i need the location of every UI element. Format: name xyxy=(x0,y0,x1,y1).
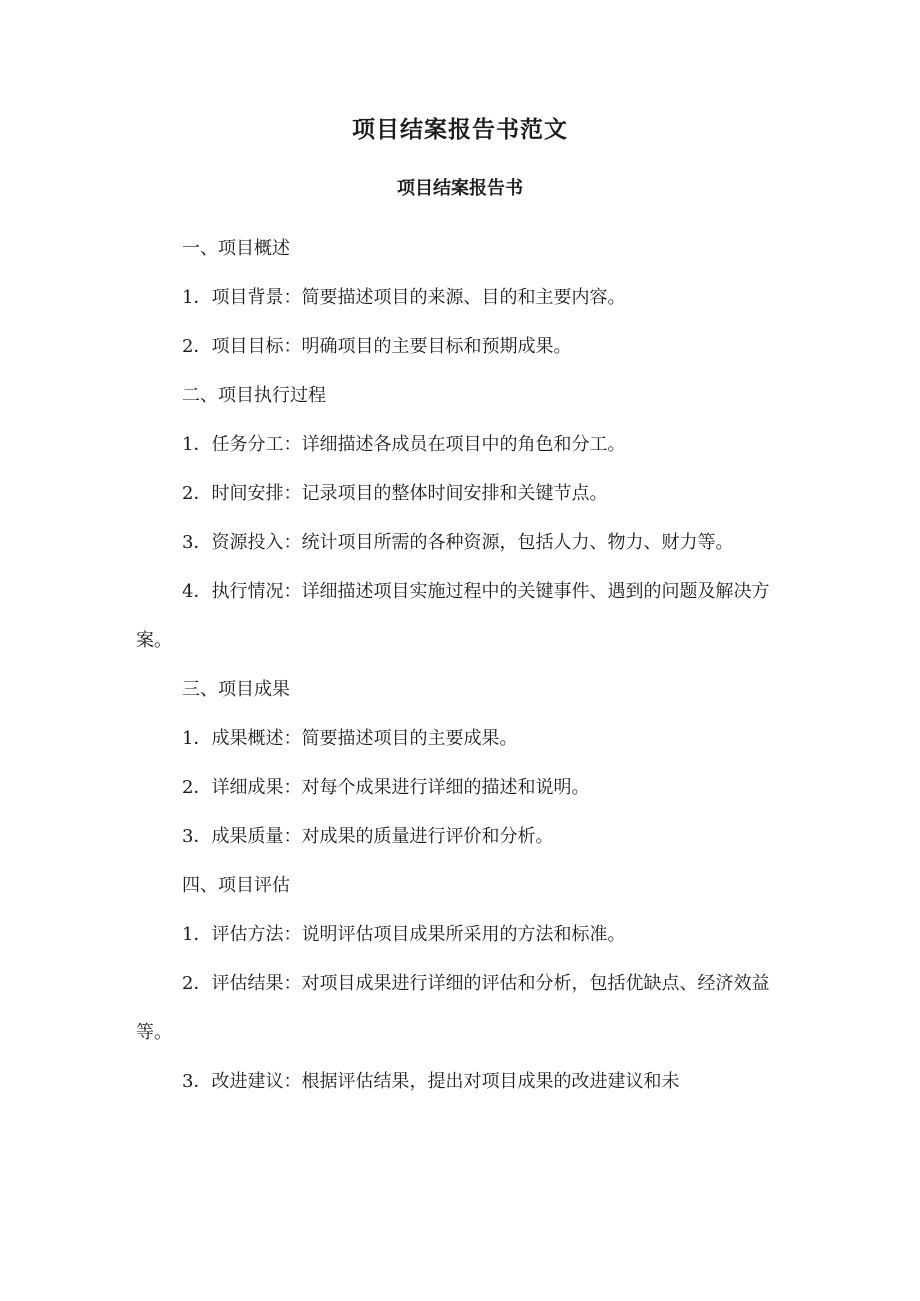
section-heading-execution: 二、项目执行过程 xyxy=(182,385,326,406)
paragraph-detailed-results: 2．详细成果：对每个成果进行详细的描述和说明。 xyxy=(182,777,590,798)
paragraph-project-goal: 2．项目目标：明确项目的主要目标和预期成果。 xyxy=(182,336,572,357)
section-heading-evaluation: 四、项目评估 xyxy=(182,875,290,896)
paragraph-evaluation-result: 2．评估结果：对项目成果进行详细的评估和分析，包括优缺点、经济效益等。 xyxy=(136,973,770,1043)
document-title: 项目结案报告书范文 xyxy=(352,116,568,143)
paragraph-improvement-suggestions: 3．改进建议：根据评估结果，提出对项目成果的改进建议和未 xyxy=(182,1071,680,1092)
section-heading-overview: 一、项目概述 xyxy=(182,238,290,259)
paragraph-task-division: 1．任务分工：详细描述各成员在项目中的角色和分工。 xyxy=(182,434,626,455)
section-heading-results: 三、项目成果 xyxy=(182,679,290,700)
paragraph-schedule: 2．时间安排：记录项目的整体时间安排和关键节点。 xyxy=(182,483,608,504)
document-subtitle: 项目结案报告书 xyxy=(397,178,523,199)
paragraph-execution-status: 4．执行情况：详细描述项目实施过程中的关键事件、遇到的问题及解决方案。 xyxy=(136,581,770,651)
paragraph-results-overview: 1．成果概述：简要描述项目的主要成果。 xyxy=(182,728,518,749)
paragraph-results-quality: 3．成果质量：对成果的质量进行评价和分析。 xyxy=(182,826,554,847)
document-body xyxy=(136,224,788,1106)
paragraph-evaluation-method: 1．评估方法：说明评估项目成果所采用的方法和标准。 xyxy=(182,924,626,945)
paragraph-resources: 3．资源投入：统计项目所需的各种资源，包括人力、物力、财力等。 xyxy=(182,532,734,553)
paragraph-project-background: 1．项目背景：简要描述项目的来源、目的和主要内容。 xyxy=(182,287,626,308)
